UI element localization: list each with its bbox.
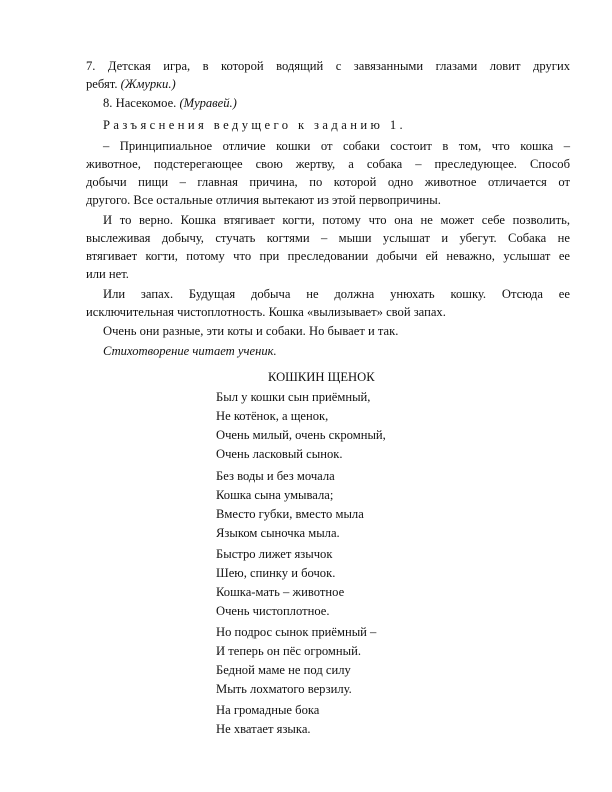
paragraph-2-line-1: И то верно. Кошка втягивает когти, потому что она не может себе позволить, bbox=[103, 213, 570, 227]
section-heading: Разъяснения ведущего к заданию 1. bbox=[103, 118, 407, 132]
paragraph-4: Очень они разные, эти коты и собаки. Но бывает и так. bbox=[103, 324, 399, 338]
poem-line: Но подрос сынок приёмный – bbox=[216, 625, 377, 639]
paragraph-3-line-1: Или запах. Будущая добыча не должна унюхать кошку. Отсюда ее bbox=[103, 287, 570, 301]
poem-line: Очень чистоплотное. bbox=[216, 604, 330, 618]
item-7-text: ребят. bbox=[86, 77, 118, 91]
poem-line: Вместо губки, вместо мыла bbox=[216, 507, 364, 521]
paragraph-2-line-3: втягивает когти, потому что при преследовании добычи ей неважно, услышат ее bbox=[86, 249, 570, 263]
poem-line: Очень ласковый сынок. bbox=[216, 447, 343, 461]
paragraph-3-line-2: исключительная чистоплотность. Кошка «вылизывает» свой запах. bbox=[86, 305, 446, 319]
paragraph-2-line-2: выслеживая добычу, стучать когтями – мыши услышат и убегут. Собака не bbox=[86, 231, 570, 245]
poem-line: Был у кошки сын приёмный, bbox=[216, 390, 371, 404]
item-8-line bbox=[103, 95, 237, 113]
poem-line: Не хватает языка. bbox=[216, 722, 311, 736]
item-7-answer: (Жмурки.) bbox=[120, 77, 176, 91]
poem-line: Шею, спинку и бочок. bbox=[216, 566, 336, 580]
paragraph-1-line-4: другого. Все остальные отличия вытекают из этой первопричины. bbox=[86, 193, 441, 207]
paragraph-1-line-3: добычи пищи – главная причина, по которой одно животное отличается от bbox=[86, 175, 570, 189]
item-8-text: 8. Насекомое. bbox=[103, 96, 177, 110]
item-7-line-1: 7. Детская игра, в которой водящий с завязанными глазами ловит других bbox=[86, 59, 570, 73]
paragraph-1-line-1: – Принципиальное отличие кошки от собаки состоит в том, что кошка – bbox=[103, 139, 570, 153]
paragraph-5: Стихотворение читает ученик. bbox=[103, 344, 277, 358]
poem-line: Не котёнок, а щенок, bbox=[216, 409, 329, 423]
poem-line: Языком сыночка мыла. bbox=[216, 526, 340, 540]
item-8-answer: (Муравей.) bbox=[179, 96, 237, 110]
poem-line: Мыть лохматого верзилу. bbox=[216, 682, 352, 696]
poem-line: Без воды и без мочала bbox=[216, 469, 335, 483]
poem-line: Очень милый, очень скромный, bbox=[216, 428, 386, 442]
poem-line: На громадные бока bbox=[216, 703, 320, 717]
poem-line: Бедной маме не под силу bbox=[216, 663, 351, 677]
poem-line: Быстро лижет язычок bbox=[216, 547, 333, 561]
paragraph-1-line-2: животное, подстерегающее свою жертву, а собака – преследующее. Способ bbox=[86, 157, 570, 171]
paragraph-2-line-4: или нет. bbox=[86, 267, 129, 281]
poem-line: Кошка-мать – животное bbox=[216, 585, 345, 599]
item-7-line-2 bbox=[86, 76, 176, 94]
poem-title: КОШКИН ЩЕНОК bbox=[268, 370, 375, 384]
poem-line: И теперь он пёс огромный. bbox=[216, 644, 361, 658]
poem-line: Кошка сына умывала; bbox=[216, 488, 334, 502]
